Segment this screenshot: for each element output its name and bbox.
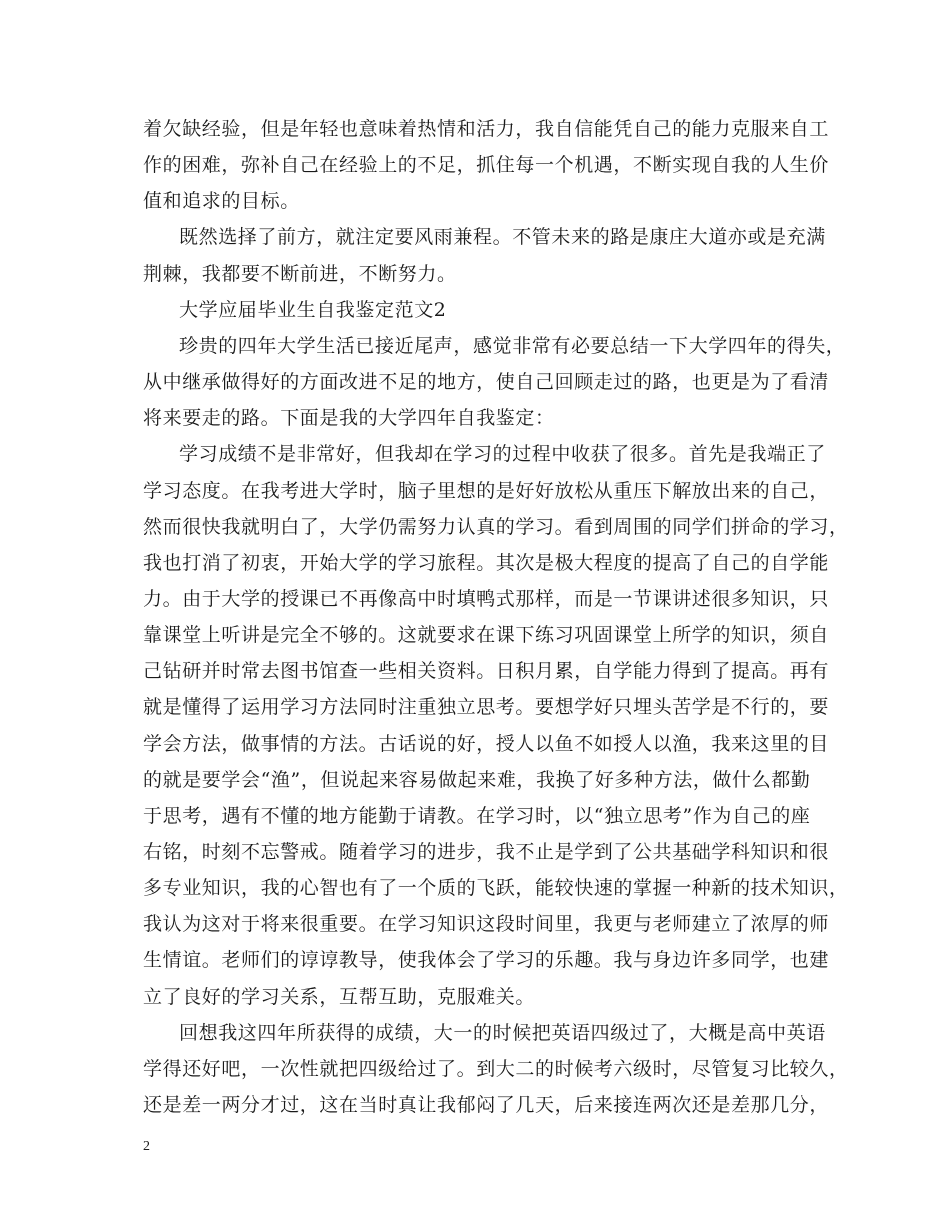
paragraph-line: 多专业知识，我的心智也有了一个质的飞跃，能较快速的掌握一种新的技术知识， bbox=[143, 877, 849, 899]
paragraph-line: 学习成绩不是非常好，但我却在学习的过程中收获了很多。首先是我端正了 bbox=[179, 443, 826, 465]
paragraph-line: 我认为这对于将来很重要。在学习知识这段时间里，我更与老师建立了浓厚的师 bbox=[143, 913, 830, 935]
paragraph-line: 作的困难，弥补自己在经验上的不足，抓住每一个机遇，不断实现自我的人生价 bbox=[143, 154, 830, 176]
paragraph-line: 学会方法，做事情的方法。古话说的好，授人以鱼不如授人以渔，我来这里的目 bbox=[143, 733, 830, 755]
paragraph-line: 力。由于大学的授课已不再像高中时填鸭式那样，而是一节课讲述很多知识，只 bbox=[143, 588, 830, 610]
paragraph-line: 靠课堂上听讲是完全不够的。这就要求在课下练习巩固课堂上所学的知识，须自 bbox=[143, 624, 830, 646]
paragraph-line: 然而很快我就明白了，大学仍需努力认真的学习。看到周围的同学们拼命的学习， bbox=[143, 516, 849, 538]
paragraph-line: 将来要走的路。下面是我的大学四年自我鉴定： bbox=[143, 407, 555, 429]
paragraph-line: 还是差一两分才过，这在当时真让我郁闷了几天，后来接连两次还是差那几分， bbox=[143, 1094, 830, 1116]
paragraph-line: 于思考，遇有不懂的地方能勤于请教。在学习时，以“独立思考”作为自己的座 bbox=[143, 805, 811, 827]
paragraph-line: 既然选择了前方，就注定要风雨兼程。不管未来的路是康庄大道亦或是充满 bbox=[179, 226, 826, 248]
paragraph-line: 从中继承做得好的方面改进不足的地方，使自己回顾走过的路，也更是为了看清 bbox=[143, 371, 830, 393]
paragraph-line: 珍贵的四年大学生活已接近尾声，感觉非常有必要总结一下大学四年的得失， bbox=[179, 335, 846, 357]
paragraph-line: 回想我这四年所获得的成绩，大一的时候把英语四级过了，大概是高中英语 bbox=[179, 1022, 826, 1044]
paragraph-line: 值和追求的目标。 bbox=[143, 190, 300, 212]
paragraph-line: 荆棘，我都要不断前进，不断努力。 bbox=[143, 263, 457, 285]
paragraph-line: 立了良好的学习关系，互帮互助，克服难关。 bbox=[143, 986, 536, 1008]
paragraph-line: 学得还好吧，一次性就把四级给过了。到大二的时候考六级时，尽管复习比较久， bbox=[143, 1058, 849, 1080]
paragraph-line: 大学应届毕业生自我鉴定范文2 bbox=[179, 299, 447, 321]
paragraph-line: 我也打消了初衷，开始大学的学习旅程。其次是极大程度的提高了自己的自学能 bbox=[143, 552, 830, 574]
paragraph-line: 就是懂得了运用学习方法同时注重独立思考。要想学好只埋头苦学是不行的，要 bbox=[143, 696, 830, 718]
paragraph-line: 右铭，时刻不忘警戒。随着学习的进步，我不止是学到了公共基础学科知识和很 bbox=[143, 841, 830, 863]
paragraph-line: 己钻研并时常去图书馆查一些相关资料。日积月累，自学能力得到了提高。再有 bbox=[143, 660, 830, 682]
paragraph-line: 的就是要学会“渔”，但说起来容易做起来难，我换了好多种方法，做什么都勤 bbox=[143, 769, 811, 791]
page-number: 2 bbox=[143, 1139, 150, 1154]
paragraph-line: 学习态度。在我考进大学时，脑子里想的是好好放松从重压下解放出来的自己， bbox=[143, 480, 830, 502]
paragraph-line: 生情谊。老师们的谆谆教导，使我体会了学习的乐趣。我与身边许多同学，也建 bbox=[143, 949, 830, 971]
paragraph-line: 着欠缺经验，但是年轻也意味着热情和活力，我自信能凭自己的能力克服来自工 bbox=[143, 118, 830, 140]
